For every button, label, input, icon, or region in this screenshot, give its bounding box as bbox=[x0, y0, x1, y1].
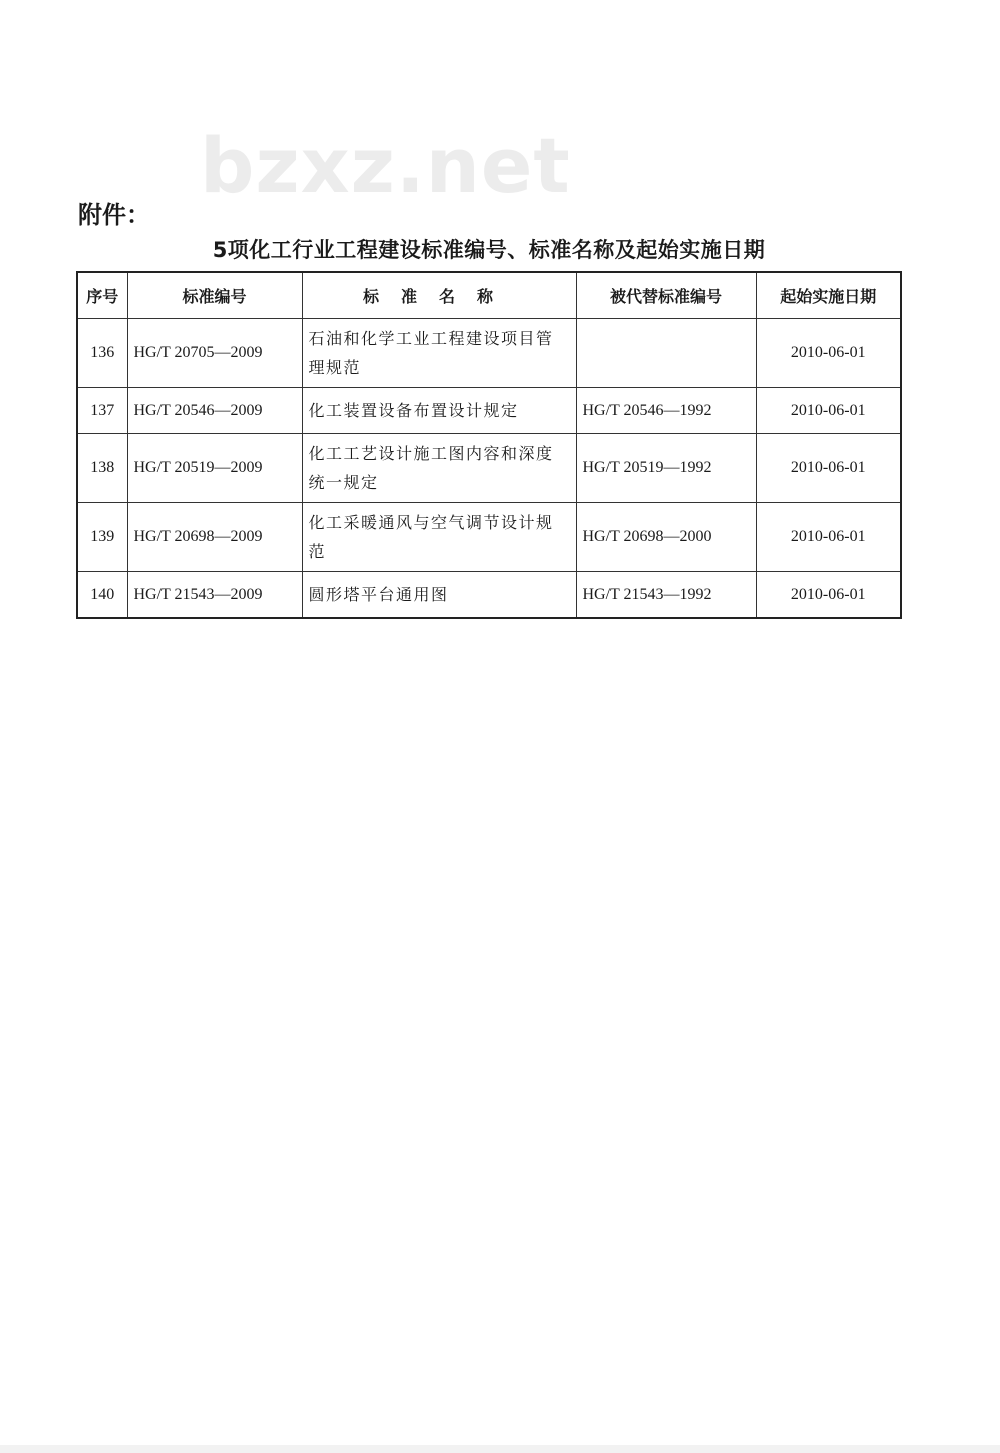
attachment-label: 附件： bbox=[78, 201, 150, 229]
cell-date: 2010-06-01 bbox=[756, 572, 901, 619]
table-row bbox=[77, 319, 901, 388]
cell-name: 圆形塔平台通用图 bbox=[302, 572, 576, 619]
cell-name: 化工工艺设计施工图内容和深度统一规定 bbox=[302, 434, 576, 503]
cell-date: 2010-06-01 bbox=[756, 388, 901, 434]
header-no: 序号 bbox=[77, 272, 127, 319]
table-row bbox=[77, 503, 901, 572]
cell-date: 2010-06-01 bbox=[756, 319, 901, 388]
cell-code: HG/T 21543—2009 bbox=[127, 572, 302, 619]
header-date: 起始实施日期 bbox=[756, 272, 901, 319]
cell-date: 2010-06-01 bbox=[756, 434, 901, 503]
header-code: 标准编号 bbox=[127, 272, 302, 319]
cell-no: 137 bbox=[77, 388, 127, 434]
cell-no: 139 bbox=[77, 503, 127, 572]
cell-replaced: HG/T 20698—2000 bbox=[576, 503, 756, 572]
cell-name: 石油和化学工业工程建设项目管理规范 bbox=[302, 319, 576, 388]
table-header-row bbox=[77, 272, 901, 319]
header-name: 标准名称 bbox=[302, 272, 576, 319]
cell-no: 136 bbox=[77, 319, 127, 388]
cell-code: HG/T 20519—2009 bbox=[127, 434, 302, 503]
cell-code: HG/T 20546—2009 bbox=[127, 388, 302, 434]
cell-replaced: HG/T 21543—1992 bbox=[576, 572, 756, 619]
header-replaced: 被代替标准编号 bbox=[576, 272, 756, 319]
page-bottom-edge bbox=[0, 1445, 1000, 1453]
cell-replaced: HG/T 20546—1992 bbox=[576, 388, 756, 434]
table-row bbox=[77, 388, 901, 434]
cell-replaced bbox=[576, 319, 756, 388]
cell-no: 140 bbox=[77, 572, 127, 619]
standards-table bbox=[76, 271, 902, 619]
cell-date: 2010-06-01 bbox=[756, 503, 901, 572]
cell-replaced: HG/T 20519—1992 bbox=[576, 434, 756, 503]
watermark: bzxz.net bbox=[200, 121, 571, 210]
cell-code: HG/T 20698—2009 bbox=[127, 503, 302, 572]
cell-name: 化工装置设备布置设计规定 bbox=[302, 388, 576, 434]
cell-no: 138 bbox=[77, 434, 127, 503]
table-row bbox=[77, 434, 901, 503]
document-title: 5项化工行业工程建设标准编号、标准名称及起始实施日期 bbox=[212, 238, 766, 262]
cell-name: 化工采暖通风与空气调节设计规范 bbox=[302, 503, 576, 572]
table-row bbox=[77, 572, 901, 619]
cell-code: HG/T 20705—2009 bbox=[127, 319, 302, 388]
